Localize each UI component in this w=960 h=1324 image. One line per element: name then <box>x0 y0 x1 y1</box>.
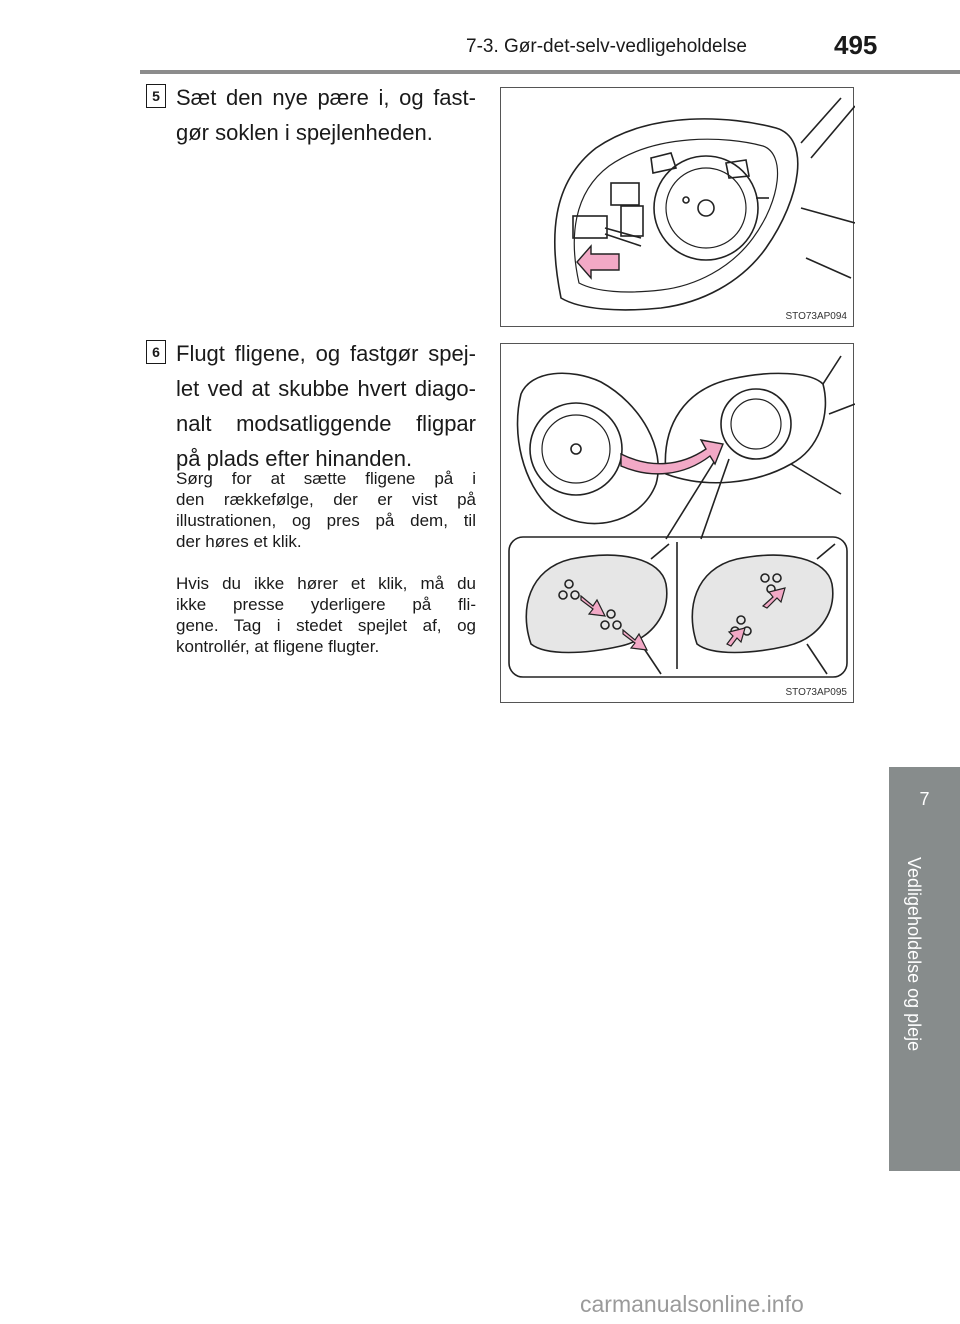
step-5-line: Sæt den nye pære i, og fast- <box>176 85 476 110</box>
step-5-marker: 5 <box>146 84 166 108</box>
mirror-bulb-illustration <box>501 88 855 328</box>
note-line: der høres et klik. <box>176 532 302 551</box>
figure-mirror-align <box>500 343 854 703</box>
step-6-note-order <box>176 468 476 552</box>
page-number: 495 <box>834 30 878 60</box>
header-divider <box>140 70 960 74</box>
figure-code: STO73AP094 <box>785 311 847 322</box>
chapter-tab <box>889 767 960 1171</box>
chapter-number: 7 <box>919 789 930 809</box>
step-6-line: let ved at skubbe hvert diago- <box>176 376 476 401</box>
note-line: illustrationen, og pres på dem, til <box>176 511 476 530</box>
note-line: den rækkefølge, der er vist på <box>176 490 476 509</box>
watermark: carmanualsonline.info <box>580 1291 804 1317</box>
step-6-instruction <box>176 336 476 476</box>
note-line: kontrollér, at fligene flugter. <box>176 637 380 656</box>
figure-bulb-install <box>500 87 854 327</box>
section-title: 7-3. Gør-det-selv-vedligeholdelse <box>466 36 747 57</box>
chapter-title: Vedligeholdelse og pleje <box>904 857 924 1052</box>
mirror-align-illustration <box>501 344 855 704</box>
step-6-marker: 6 <box>146 340 166 364</box>
step-5-instruction <box>176 80 476 150</box>
note-line: Sørg for at sætte fligene på i <box>176 469 476 488</box>
step-5-line: gør soklen i spejlenheden. <box>176 120 433 145</box>
note-line: gene. Tag i stedet spejlet af, og <box>176 616 476 635</box>
step-6-note-click <box>176 573 476 657</box>
note-line: ikke presse yderligere på fli- <box>176 595 476 614</box>
note-line: Hvis du ikke hører et klik, må du <box>176 574 476 593</box>
step-6-line: Flugt fligene, og fastgør spej- <box>176 341 476 366</box>
figure-code: STO73AP095 <box>785 687 847 698</box>
step-6-line: nalt modsatliggende fligpar <box>176 411 476 436</box>
step-6-line: på plads efter hinanden. <box>176 446 413 471</box>
